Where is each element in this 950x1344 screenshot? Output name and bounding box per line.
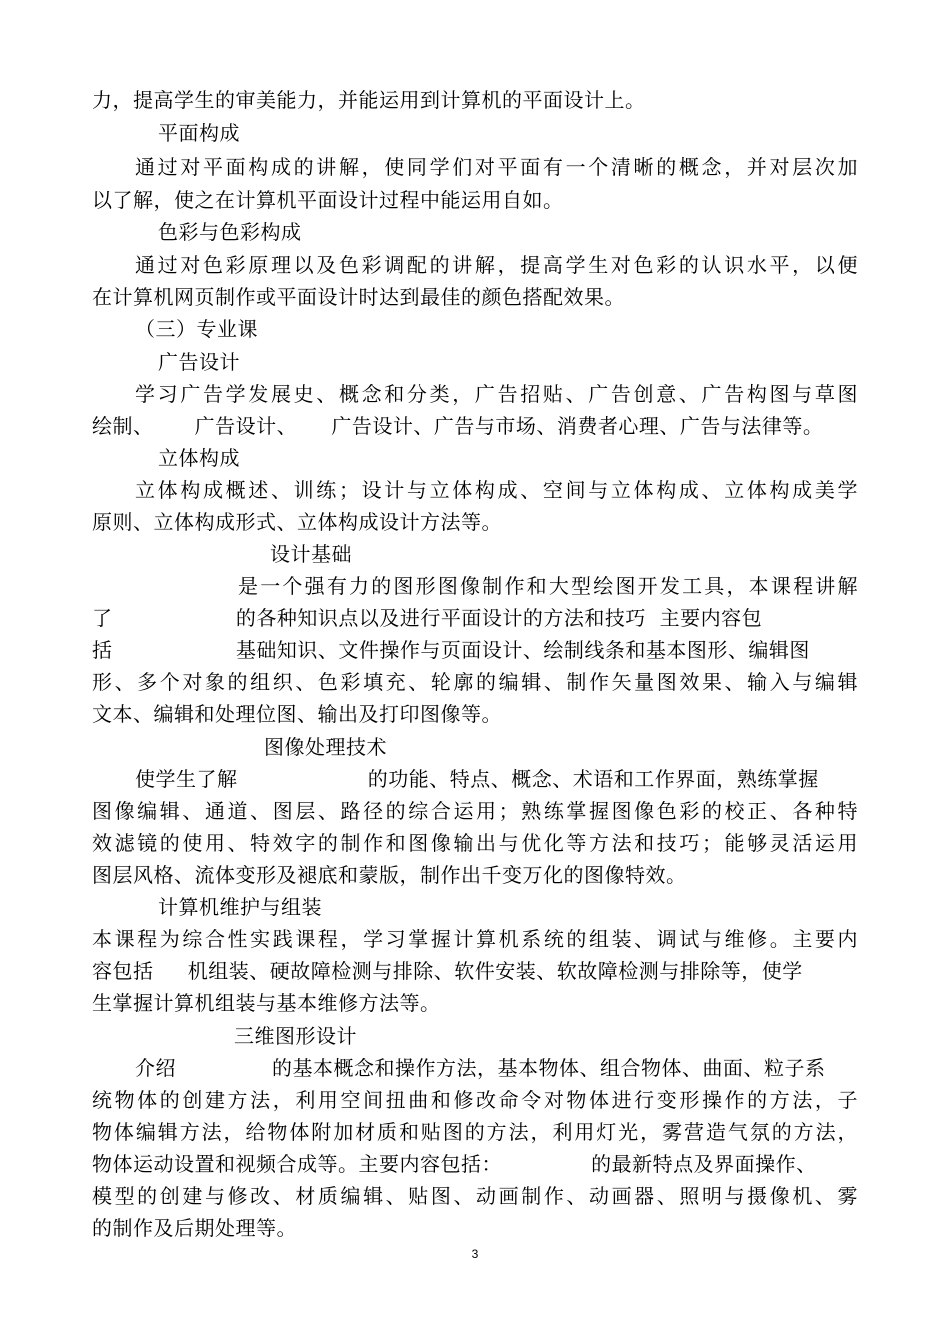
text-line: 括 基础知识、文件操作与页面设计、绘制线条和基本图形、编辑图	[92, 638, 810, 662]
text-line: 学习广告学发展史、概念和分类，广告招贴、广告创意、广告构图与草图	[135, 382, 858, 406]
heading-line: 设计基础	[270, 542, 352, 566]
text-line: 通过对平面构成的讲解，使同学们对平面有一个清晰的概念，并对层次加	[135, 155, 858, 179]
heading-line: 计算机维护与组装	[158, 895, 322, 919]
text-line: 使学生了解 的功能、特点、概念、术语和工作界面，熟练掌握	[135, 767, 819, 791]
heading-line: 平面构成	[158, 121, 240, 145]
heading-line: 广告设计	[158, 350, 240, 374]
text-line: 的制作及后期处理等。	[92, 1216, 297, 1240]
text-line: 模型的创建与修改、材质编辑、贴图、动画制作、动画器、照明与摄像机、雾	[92, 1184, 858, 1208]
text-line: 图像编辑、通道、图层、路径的综合运用；熟练掌握图像色彩的校正、各种特	[92, 799, 858, 823]
text-line: 是一个强有力的图形图像制作和大型绘图开发工具，本课程讲解	[238, 574, 858, 598]
text-line: 通过对色彩原理以及色彩调配的讲解，提高学生对色彩的认识水平，以便	[135, 253, 858, 277]
text-line: 原则、立体构成形式、立体构成设计方法等。	[92, 510, 502, 534]
text-line: 绘制、 广告设计、 广告设计、广告与市场、消费者心理、广告与法律等。	[92, 414, 824, 438]
text-line: 以了解，使之在计算机平面设计过程中能运用自如。	[92, 188, 564, 212]
text-line: 形、多个对象的组织、色彩填充、轮廓的编辑、制作矢量图效果、输入与编辑	[92, 670, 858, 694]
heading-line: 立体构成	[158, 446, 240, 470]
text-line: 物体运动设置和视频合成等。主要内容包括： 的最新特点及界面操作、	[92, 1152, 817, 1176]
text-line: 介绍 的基本概念和操作方法，基本物体、组合物体、曲面、粒子系	[135, 1056, 826, 1080]
text-line: 本课程为综合性实践课程，学习掌握计算机系统的组装、调试与维修。主要内	[92, 927, 858, 951]
text-line: 力，提高学生的审美能力，并能运用到计算机的平面设计上。	[92, 88, 646, 112]
heading-line: 三维图形设计	[234, 1024, 357, 1048]
heading-line: 图像处理技术	[264, 735, 387, 759]
page-number: 3	[471, 1247, 479, 1261]
text-line: 生掌握计算机组装与基本维修方法等。	[92, 991, 441, 1015]
text-line: 文本、编辑和处理位图、输出及打印图像等。	[92, 702, 502, 726]
text-line: 在计算机网页制作或平面设计时达到最佳的颜色搭配效果。	[92, 285, 625, 309]
text-line: 容包括 机组装、硬故障检测与排除、软件安装、软故障检测与排除等，使学	[92, 959, 803, 983]
text-line: 效滤镜的使用、特效字的制作和图像输出与优化等方法和技巧；能够灵活运用	[92, 831, 858, 855]
heading-line: 色彩与色彩构成	[158, 220, 302, 244]
text-line: 立体构成概述、训练；设计与立体构成、空间与立体构成、立体构成美学	[135, 478, 858, 502]
text-line: 统物体的创建方法，利用空间扭曲和修改命令对物体进行变形操作的方法，子	[92, 1088, 858, 1112]
text-line: 了 的各种知识点以及进行平面设计的方法和技巧 主要内容包	[92, 606, 763, 630]
section-heading: （三）专业课	[135, 317, 258, 341]
text-line: 物体编辑方法，给物体附加材质和贴图的方法，利用灯光，雾营造气氛的方法，	[92, 1120, 858, 1144]
text-line: 图层风格、流体变形及褪底和蒙版，制作出千变万化的图像特效。	[92, 863, 687, 887]
